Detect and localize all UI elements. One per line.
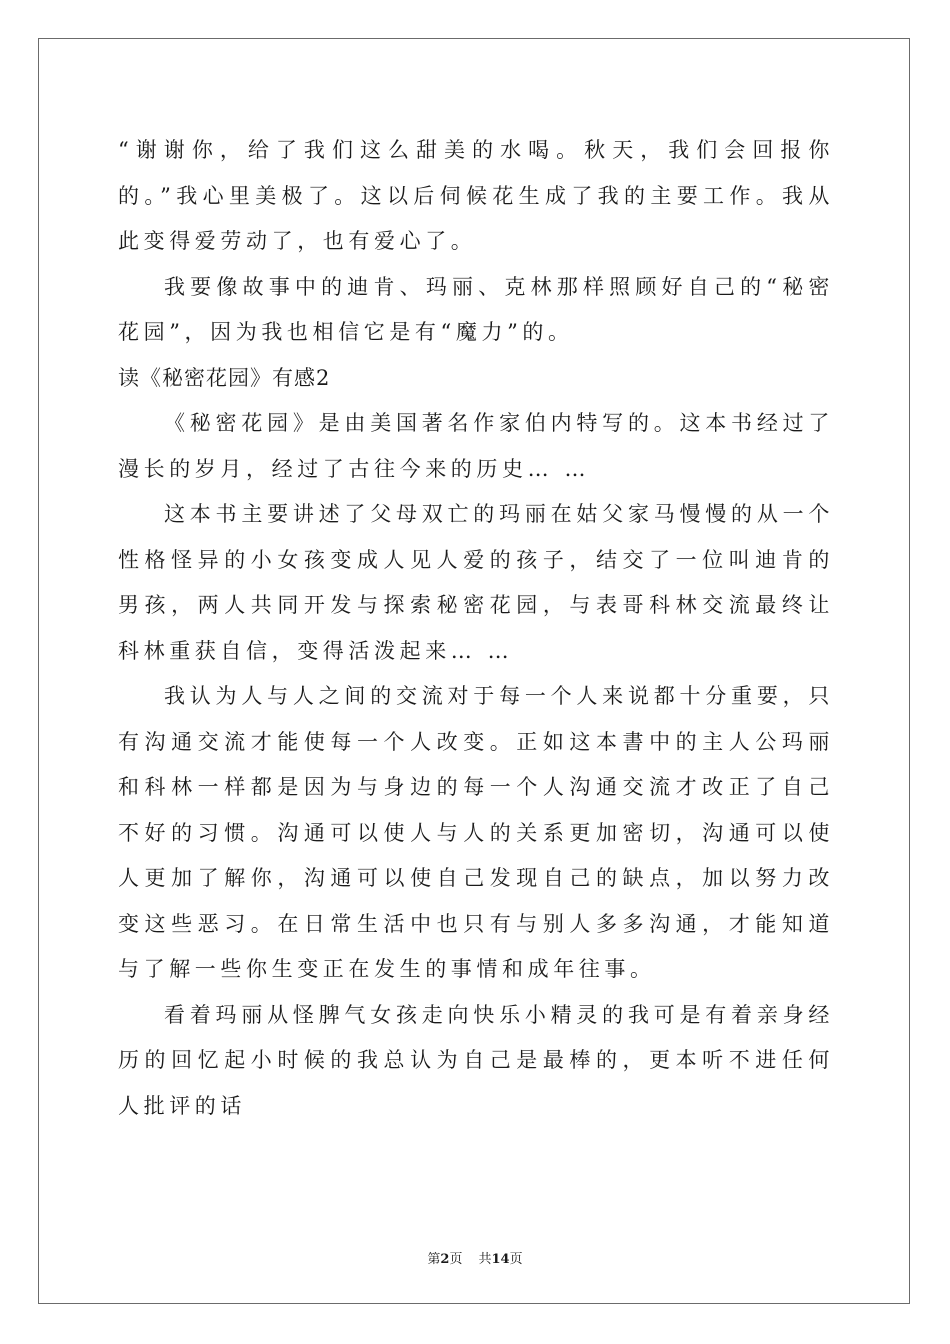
paragraph-4: 这本书主要讲述了父母双亡的玛丽在姑父家马慢慢的从一个性格怪异的小女孩变成人见人爱的孩子，结交了一位叫迪肯的男孩，两人共同开发与探索秘密花园，与表哥科林交流最终让科林重获自信，变得活泼起来… … [118,502,834,663]
paragraph-6: 看着玛丽从怪脾气女孩走向快乐小精灵的我可是有着亲身经历的回忆起小时候的我总认为自己是最棒的，更本听不进任何人批评的话 [118,1002,834,1118]
paragraph-3: 《秘密花园》是由美国著名作家伯内特写的。这本书经过了漫长的岁月，经过了古往今来的历史… … [118,411,834,481]
section-heading: 读《秘密花园》有感2 [118,365,331,390]
page-footer [0,1248,950,1267]
paragraph-2: 我要像故事中的迪肯、玛丽、克林那样照顾好自己的“秘密花园”，因为我也相信它是有“魔力”的。 [118,274,834,344]
paragraph-5: 我认为人与人之间的交流对于每一个人来说都十分重要，只有沟通交流才能使每一个人改变。正如这本書中的主人公玛丽和科林一样都是因为与身边的每一个人沟通交流才改正了自己不好的习惯。沟通可以使人与人的关系更加密切，沟通可以使人更加了解你，沟通可以使自己发现自己的缺点，加以努力改变这些恶习。在日常生活中也只有与别人多多沟通，才能知道与了解一些你生变正在发生的事情和成年往事。 [118,684,834,981]
page-number-label: 第2页 [427,1252,463,1267]
total-pages-label: 共14页 [478,1252,523,1267]
document-body [118,128,834,1129]
paragraph-1: “谢谢你，给了我们这么甜美的水喝。秋天，我们会回报你的。”我心里美极了。这以后伺候花生成了我的主要工作。我从此变得爱劳动了，也有爱心了。 [118,138,834,253]
